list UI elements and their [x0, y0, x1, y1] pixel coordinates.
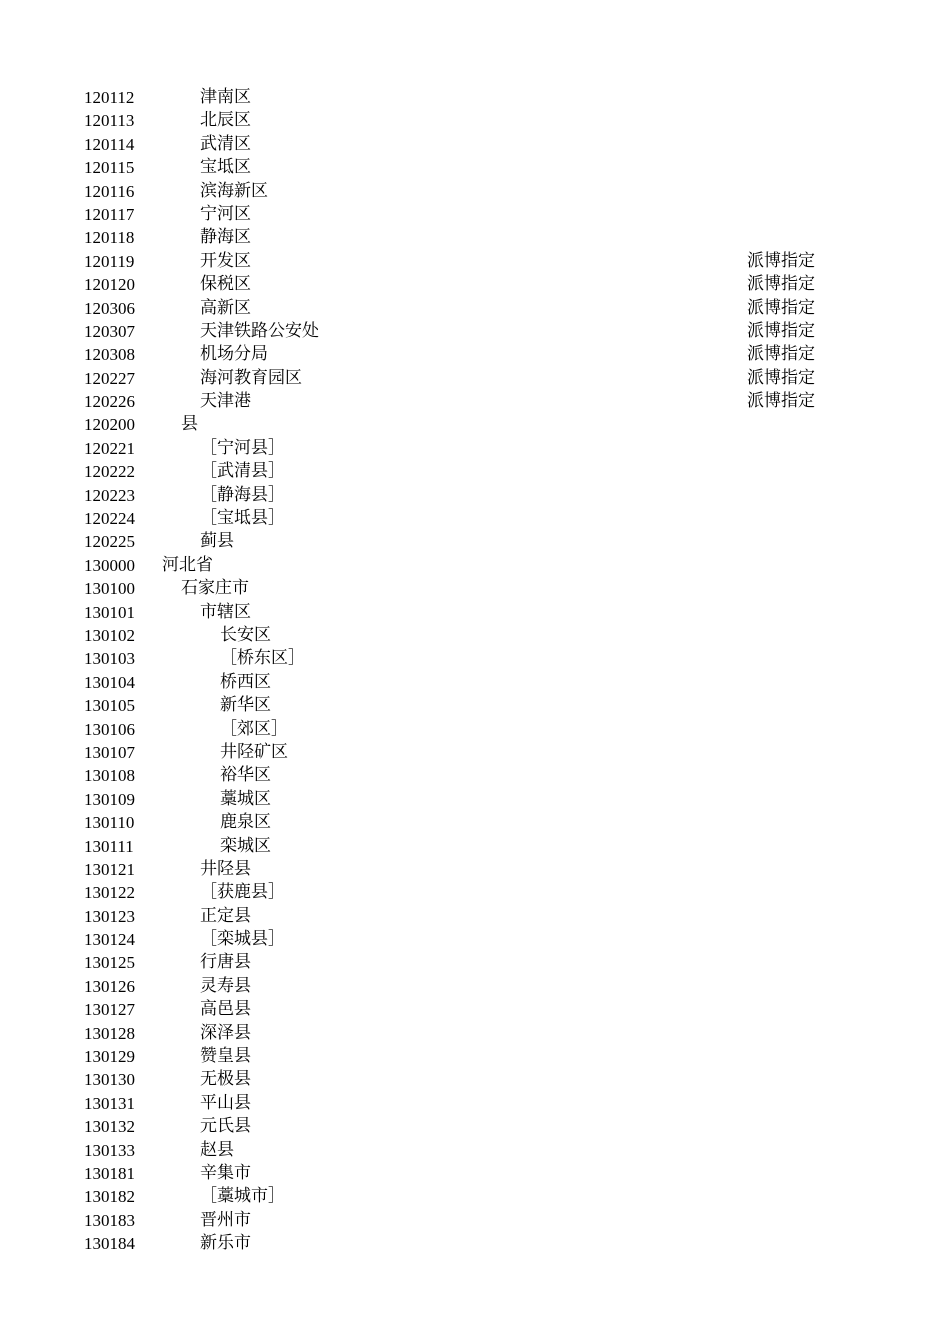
region-code: 120120 — [84, 275, 135, 295]
region-name: 武清区 — [200, 133, 251, 154]
region-code: 130102 — [84, 625, 135, 645]
region-code: 120225 — [84, 532, 135, 552]
region-name: ［郊区］ — [220, 718, 288, 739]
region-code: 130124 — [84, 930, 135, 950]
region-code: 130130 — [84, 1070, 135, 1090]
list-item — [0, 530, 950, 553]
list-item — [0, 109, 950, 132]
region-name: ［栾城县］ — [200, 929, 285, 950]
region-name: 长安区 — [220, 624, 271, 645]
region-name: ［桥东区］ — [220, 648, 305, 669]
region-code: 130000 — [84, 555, 135, 575]
list-item — [0, 273, 950, 296]
region-name: 裕华区 — [220, 765, 271, 786]
list-item — [0, 835, 950, 858]
region-code: 130182 — [84, 1187, 135, 1207]
region-name: 元氏县 — [200, 1116, 251, 1137]
region-name: 市辖区 — [200, 601, 251, 622]
region-code: 120116 — [84, 181, 135, 201]
list-item — [0, 320, 950, 343]
region-name: 桥西区 — [220, 671, 271, 692]
region-note: 派博指定 — [747, 344, 815, 365]
list-item — [0, 858, 950, 881]
list-item — [0, 951, 950, 974]
list-item — [0, 788, 950, 811]
region-code: 130107 — [84, 742, 135, 762]
list-item — [0, 1092, 950, 1115]
region-name: 河北省 — [162, 554, 213, 575]
list-item — [0, 390, 950, 413]
region-name: 滨海新区 — [200, 180, 268, 201]
region-name: 赵县 — [200, 1139, 234, 1160]
list-item — [0, 928, 950, 951]
region-note: 派博指定 — [747, 274, 815, 295]
list-item — [0, 764, 950, 787]
region-name: 保税区 — [200, 274, 251, 295]
region-name: 行唐县 — [200, 952, 251, 973]
region-name: 静海区 — [200, 227, 251, 248]
list-item — [0, 647, 950, 670]
region-name: 井陉县 — [200, 858, 251, 879]
region-name: 藁城区 — [220, 788, 271, 809]
region-name: 鹿泉区 — [220, 812, 271, 833]
region-name: 井陉矿区 — [220, 741, 288, 762]
region-code: 130110 — [84, 813, 135, 833]
region-name: 晋州市 — [200, 1209, 251, 1230]
region-code: 130129 — [84, 1047, 135, 1067]
list-item — [0, 718, 950, 741]
region-code: 130104 — [84, 672, 135, 692]
region-name: ［宁河县］ — [200, 437, 285, 458]
region-code: 120113 — [84, 111, 135, 131]
list-item — [0, 226, 950, 249]
region-code: 130103 — [84, 649, 135, 669]
region-name: 天津港 — [200, 391, 251, 412]
region-code: 120118 — [84, 228, 135, 248]
region-name: 津南区 — [200, 87, 251, 107]
region-code: 130101 — [84, 602, 135, 622]
region-code: 130123 — [84, 906, 135, 926]
region-code: 120115 — [84, 158, 135, 178]
region-name: 高新区 — [200, 297, 251, 318]
list-item — [0, 811, 950, 834]
list-item — [0, 998, 950, 1021]
region-code: 130106 — [84, 719, 135, 739]
region-name: 石家庄市 — [181, 578, 249, 599]
region-code: 130132 — [84, 1117, 135, 1137]
region-code: 130133 — [84, 1140, 135, 1160]
region-note: 派博指定 — [747, 391, 815, 412]
list-item — [0, 1022, 950, 1045]
region-name: 海河教育园区 — [200, 367, 302, 388]
region-name: 灵寿县 — [200, 975, 251, 996]
region-name: 辛集市 — [200, 1162, 251, 1183]
list-item — [0, 1115, 950, 1138]
region-name: ［藁城市］ — [200, 1186, 285, 1207]
region-code: 120221 — [84, 438, 135, 458]
list-item — [0, 694, 950, 717]
list-item — [0, 1162, 950, 1185]
region-code: 120112 — [84, 88, 135, 107]
list-item — [0, 624, 950, 647]
region-code: 130131 — [84, 1093, 135, 1113]
region-name: 无极县 — [200, 1069, 251, 1090]
region-name: ［静海县］ — [200, 484, 285, 505]
region-note: 派博指定 — [747, 250, 815, 271]
list-item — [0, 671, 950, 694]
region-code: 120223 — [84, 485, 135, 505]
list-item — [0, 1068, 950, 1091]
list-item — [0, 203, 950, 226]
region-code: 120307 — [84, 321, 135, 341]
region-name: ［武清县］ — [200, 461, 285, 482]
region-code: 120308 — [84, 345, 135, 365]
list-item — [0, 1185, 950, 1208]
region-name: 天津铁路公安处 — [200, 320, 319, 341]
region-name: 深泽县 — [200, 1022, 251, 1043]
region-name: ［获鹿县］ — [200, 882, 285, 903]
region-name: 栾城区 — [220, 835, 271, 856]
region-code: 130100 — [84, 579, 135, 599]
region-code: 130125 — [84, 953, 135, 973]
region-code: 120226 — [84, 392, 135, 412]
list-item — [0, 460, 950, 483]
list-item — [0, 437, 950, 460]
list-item — [0, 180, 950, 203]
region-note: 派博指定 — [747, 297, 815, 318]
region-code: 130126 — [84, 976, 135, 996]
list-item — [0, 297, 950, 320]
list-item — [0, 975, 950, 998]
region-name: 平山县 — [200, 1092, 251, 1113]
region-code: 120222 — [84, 462, 135, 482]
region-code: 120224 — [84, 509, 135, 529]
region-note: 派博指定 — [747, 320, 815, 341]
region-code: 130121 — [84, 859, 135, 879]
region-name: 赞皇县 — [200, 1046, 251, 1067]
region-code: 130181 — [84, 1163, 135, 1183]
region-code: 130122 — [84, 883, 135, 903]
region-name: 开发区 — [200, 250, 251, 271]
region-name: 宝坻区 — [200, 157, 251, 178]
list-item — [0, 1232, 950, 1255]
list-item — [0, 905, 950, 928]
list-item — [0, 601, 950, 624]
list-item — [0, 367, 950, 390]
region-name: 新华区 — [220, 695, 271, 716]
list-item — [0, 484, 950, 507]
list-item — [0, 1045, 950, 1068]
list-item — [0, 343, 950, 366]
list-item — [0, 741, 950, 764]
region-code: 130109 — [84, 789, 135, 809]
region-name: 蓟县 — [200, 531, 234, 552]
region-code: 130108 — [84, 766, 135, 786]
region-name: 北辰区 — [200, 110, 251, 131]
region-name: 高邑县 — [200, 999, 251, 1020]
region-code: 130111 — [84, 836, 134, 856]
list-item — [0, 577, 950, 600]
list-item — [0, 413, 950, 436]
region-code: 120119 — [84, 251, 135, 271]
region-name: 新乐市 — [200, 1233, 251, 1254]
region-code: 120227 — [84, 368, 135, 388]
region-code: 120306 — [84, 298, 135, 318]
region-code: 130184 — [84, 1234, 135, 1254]
region-code: 120200 — [84, 415, 135, 435]
region-name: 宁河区 — [200, 203, 251, 224]
list-item — [0, 250, 950, 273]
list-item — [0, 86, 950, 109]
list-item — [0, 133, 950, 156]
list-item — [0, 1139, 950, 1162]
region-code-list — [0, 86, 950, 1256]
region-code: 130105 — [84, 696, 135, 716]
region-name: 县 — [181, 414, 198, 435]
region-name: 正定县 — [200, 905, 251, 926]
region-code: 120117 — [84, 204, 135, 224]
region-note: 派博指定 — [747, 367, 815, 388]
region-code: 120114 — [84, 134, 135, 154]
list-item — [0, 554, 950, 577]
region-code: 130127 — [84, 1000, 135, 1020]
region-name: 机场分局 — [200, 344, 268, 365]
region-name: ［宝坻县］ — [200, 508, 285, 529]
region-code: 130128 — [84, 1023, 135, 1043]
list-item — [0, 1209, 950, 1232]
list-item — [0, 507, 950, 530]
list-item — [0, 881, 950, 904]
region-code: 130183 — [84, 1210, 135, 1230]
list-item — [0, 156, 950, 179]
